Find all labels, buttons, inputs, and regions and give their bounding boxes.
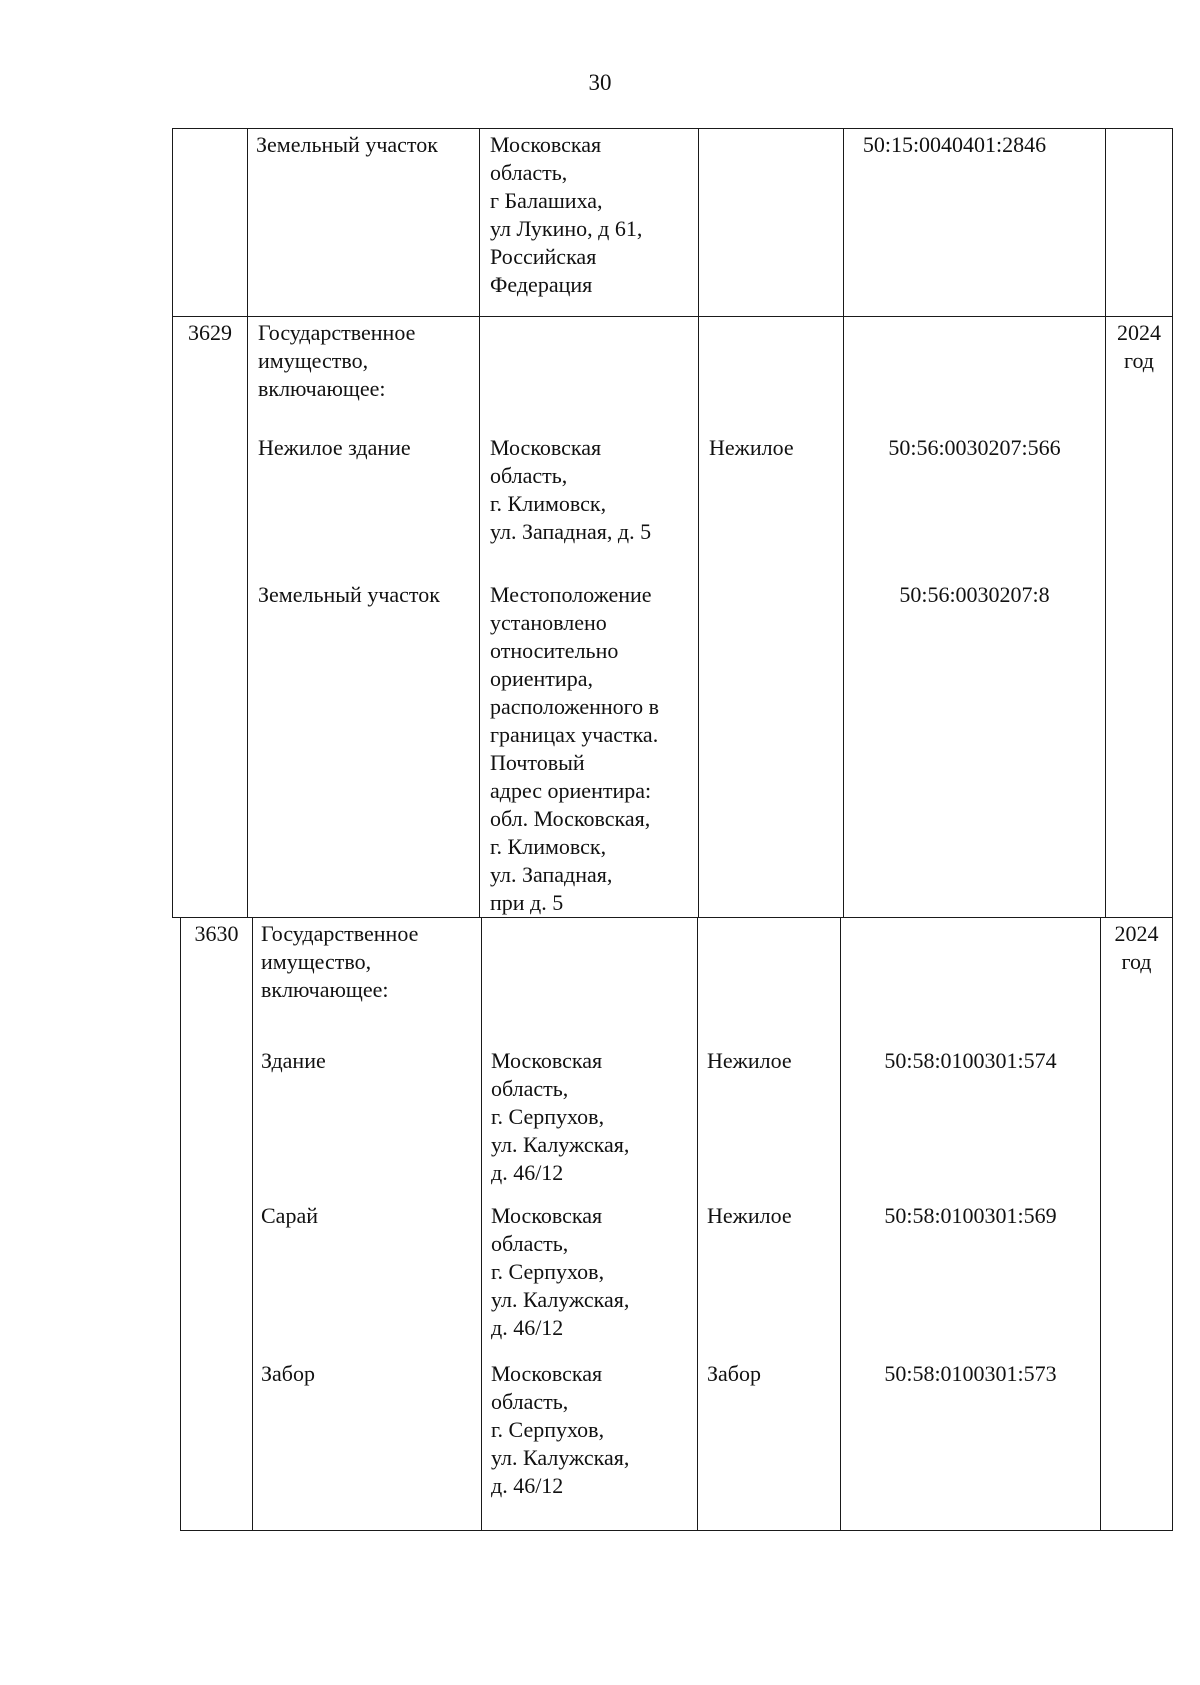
object-address: Московская область, г Балашиха, ул Лукино, д 61, Российская Федерация bbox=[490, 132, 643, 297]
entry-number: 3629 bbox=[188, 320, 232, 345]
registry-table-entry-3629 bbox=[172, 316, 1173, 918]
item-cadastral: 50:58:0100301:573 bbox=[884, 1361, 1057, 1386]
item-address: Московская область, г. Серпухов, ул. Калужская, д. 46/12 bbox=[491, 1361, 630, 1498]
cadastral-number: 50:15:0040401:2846 bbox=[862, 132, 1047, 157]
year-cell bbox=[1106, 317, 1173, 918]
number-cell bbox=[173, 129, 248, 317]
item-purpose: Забор bbox=[707, 1361, 761, 1386]
item-purpose: Нежилое bbox=[709, 435, 794, 460]
registry-table-continuation bbox=[172, 128, 1173, 317]
item-purpose: Нежилое bbox=[707, 1048, 792, 1073]
entry-number: 3630 bbox=[194, 921, 239, 946]
table-row bbox=[181, 918, 1173, 1531]
item-cadastral: 50:56:0030207:8 bbox=[899, 582, 1050, 607]
item-name: Забор bbox=[261, 1361, 315, 1386]
entry-title: Государственное имущество, включающее: bbox=[258, 320, 416, 401]
address-cell bbox=[480, 129, 699, 317]
cadastral-cell bbox=[844, 317, 1106, 918]
address-cell bbox=[480, 317, 699, 918]
purpose-cell bbox=[699, 317, 844, 918]
item-cadastral: 50:56:0030207:566 bbox=[888, 435, 1061, 460]
cadastral-cell bbox=[841, 918, 1101, 1531]
item-cadastral: 50:58:0100301:574 bbox=[884, 1048, 1057, 1073]
year-cell bbox=[1101, 918, 1173, 1531]
object-name: Земельный участок bbox=[256, 132, 438, 157]
name-cell bbox=[253, 918, 482, 1531]
number-cell bbox=[181, 918, 253, 1531]
address-cell bbox=[482, 918, 698, 1531]
purpose-cell bbox=[699, 129, 844, 317]
item-purpose: Нежилое bbox=[707, 1203, 792, 1228]
cadastral-cell bbox=[844, 129, 1106, 317]
item-address: Местоположение установлено относительно ориентира, расположенного в границах участка. Почтовый адрес ориентира: обл. Московская, г. Климовск, ул. Западная, при д. 5 bbox=[490, 582, 660, 915]
year-cell bbox=[1106, 129, 1173, 317]
item-address: Московская область, г. Серпухов, ул. Калужская, д. 46/12 bbox=[491, 1048, 630, 1185]
page-number: 30 bbox=[588, 70, 612, 95]
item-cadastral: 50:58:0100301:569 bbox=[884, 1203, 1057, 1228]
table-row bbox=[173, 129, 1173, 317]
name-cell bbox=[248, 317, 480, 918]
number-cell bbox=[173, 317, 248, 918]
item-name: Земельный участок bbox=[258, 582, 440, 607]
registry-table-entry-3630 bbox=[180, 917, 1173, 1531]
purpose-cell bbox=[698, 918, 841, 1531]
item-name: Сарай bbox=[261, 1203, 318, 1228]
entry-year: 2024 год bbox=[1114, 921, 1159, 974]
item-name: Нежилое здание bbox=[258, 435, 411, 460]
table-row bbox=[173, 317, 1173, 918]
item-name: Здание bbox=[261, 1048, 326, 1073]
entry-year: 2024 год bbox=[1117, 320, 1161, 373]
item-address: Московская область, г. Серпухов, ул. Калужская, д. 46/12 bbox=[491, 1203, 630, 1340]
name-cell bbox=[248, 129, 480, 317]
entry-title: Государственное имущество, включающее: bbox=[261, 921, 419, 1002]
item-address: Московская область, г. Климовск, ул. Западная, д. 5 bbox=[490, 435, 652, 544]
